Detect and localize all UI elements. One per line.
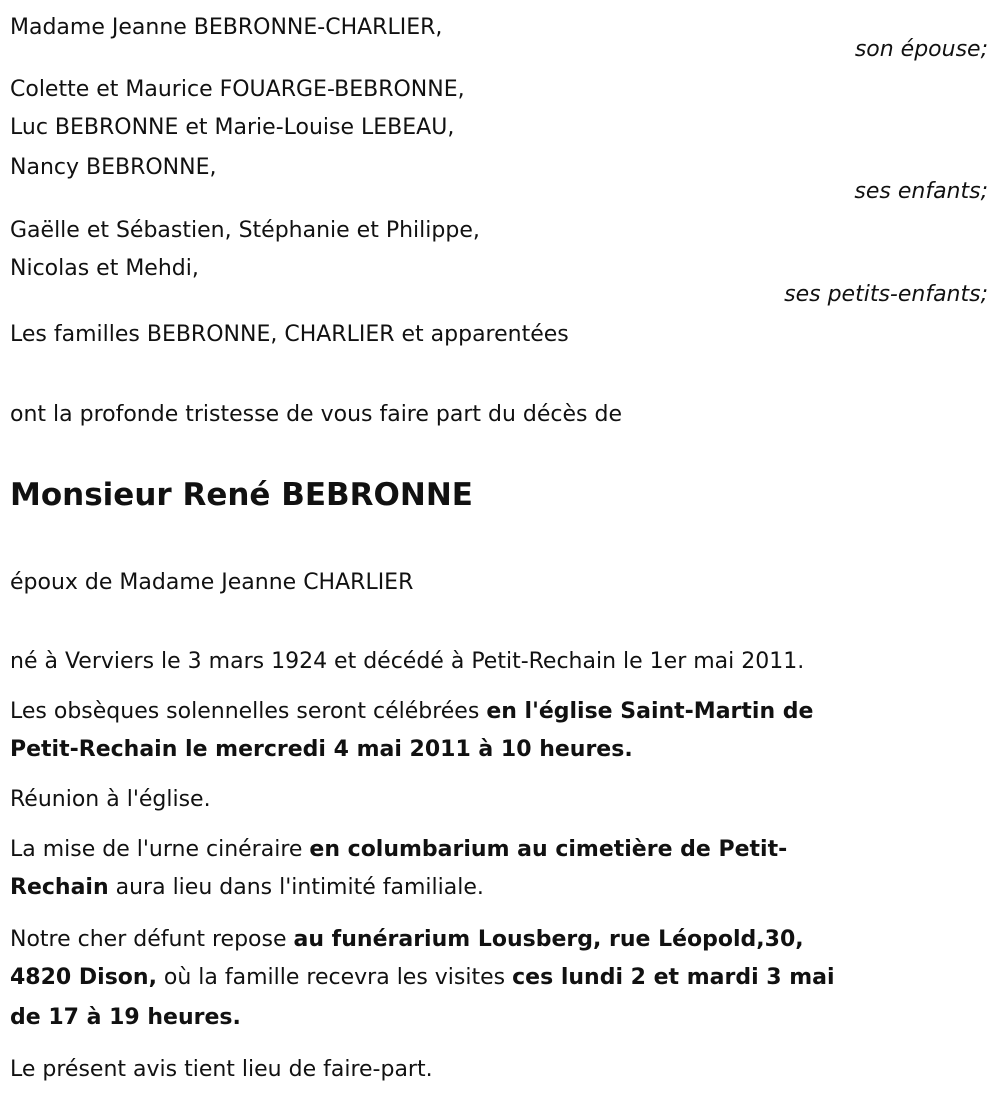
child-line: Luc BEBRONNE et Marie-Louise LEBEAU,	[10, 115, 455, 140]
grandchild-line: Gaëlle et Sébastien, Stéphanie et Philippe,	[10, 218, 480, 243]
child-line: Nancy BEBRONNE,	[10, 155, 217, 180]
visit-hours: de 17 à 19 heures.	[10, 1005, 241, 1030]
spouse-role: son épouse;	[854, 37, 988, 62]
spouse-of: époux de Madame Jeanne CHARLIER	[10, 570, 414, 595]
urn-line	[10, 835, 787, 865]
child-line: Colette et Maurice FOUARGE-BEBRONNE,	[10, 77, 465, 102]
rest-text: où la famille recevra les visites	[156, 965, 513, 990]
grandchild-line: Nicolas et Mehdi,	[10, 256, 199, 281]
funeral-date: Petit-Rechain le mercredi 4 mai 2011 à 10 heures.	[10, 737, 633, 762]
rest-place: 4820 Dison,	[10, 965, 157, 990]
meeting: Réunion à l'église.	[10, 787, 211, 812]
birth-death: né à Verviers le 3 mars 1924 et décédé à Petit-Rechain le 1er mai 2011.	[10, 649, 805, 674]
announcement: ont la profonde tristesse de vous faire part du décès de	[10, 402, 622, 427]
urn-line	[10, 873, 484, 903]
urn-place: en columbarium au cimetière de Petit-	[309, 837, 788, 862]
visit-dates: ces lundi 2 et mardi 3 mai	[512, 965, 835, 990]
spouse-name: Madame Jeanne BEBRONNE-CHARLIER,	[10, 15, 443, 40]
closing: Le présent avis tient lieu de faire-part.	[10, 1057, 433, 1082]
rest-text: Notre cher défunt repose	[10, 927, 294, 952]
deceased-name: Monsieur René BEBRONNE	[10, 477, 473, 513]
rest-place: au funérarium Lousberg, rue Léopold,30,	[293, 927, 804, 952]
rest-line	[10, 963, 835, 993]
urn-text: La mise de l'urne cinéraire	[10, 837, 310, 862]
children-role: ses enfants;	[854, 179, 988, 204]
funeral-place: en l'église Saint-Martin de	[486, 699, 814, 724]
funeral-text: Les obsèques solennelles seront célébrées	[10, 699, 487, 724]
grandchildren-role: ses petits-enfants;	[784, 282, 988, 307]
urn-place: Rechain	[10, 875, 109, 900]
funeral-line	[10, 697, 813, 727]
rest-line	[10, 925, 804, 955]
urn-text: aura lieu dans l'intimité familiale.	[108, 875, 484, 900]
families-line: Les familles BEBRONNE, CHARLIER et apparentées	[10, 322, 569, 347]
